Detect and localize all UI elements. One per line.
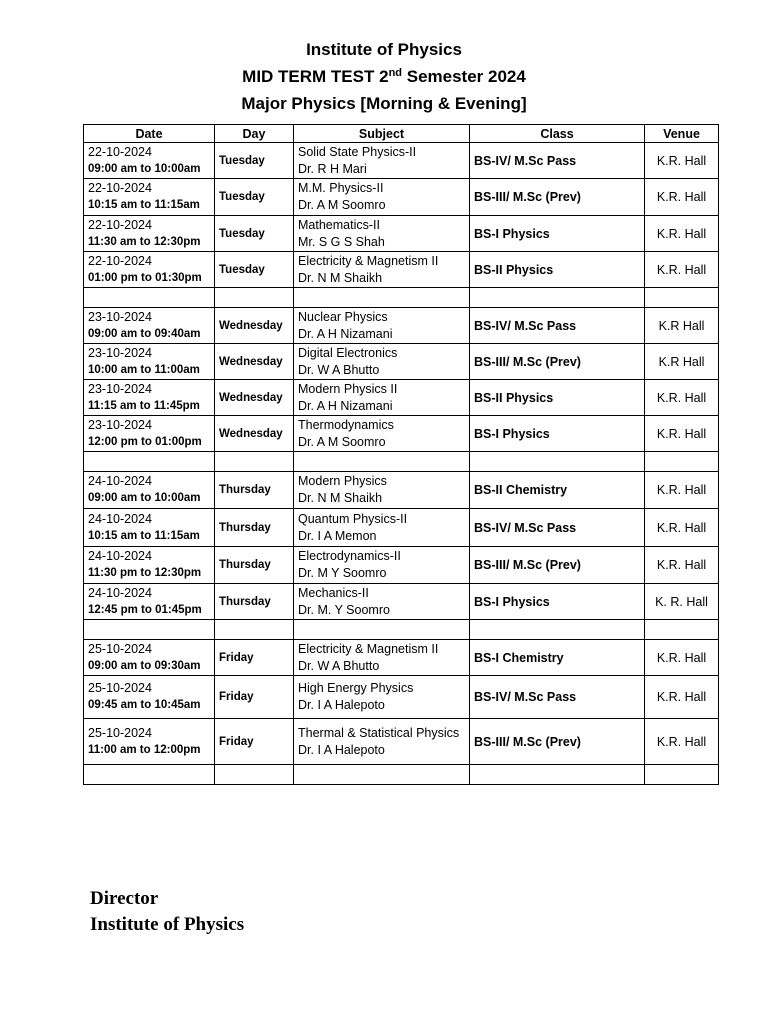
class-cell: BS-III/ M.Sc (Prev) bbox=[470, 719, 645, 765]
teacher-name: Dr. N M Shaikh bbox=[298, 491, 383, 505]
column-header-date: Date bbox=[84, 125, 215, 143]
day-cell: Thursday bbox=[215, 509, 294, 547]
day-cell: Wednesday bbox=[215, 416, 294, 452]
table-row bbox=[84, 584, 719, 620]
venue-cell: K.R. Hall bbox=[645, 216, 719, 252]
teacher-name: Mr. S G S Shah bbox=[298, 234, 385, 249]
class-cell: BS-III/ M.Sc (Prev) bbox=[470, 547, 645, 584]
subject-name: Mechanics-II bbox=[298, 585, 369, 600]
empty-cell bbox=[215, 288, 294, 308]
teacher-name: Dr. N M Shaikh bbox=[298, 270, 383, 285]
venue-cell: K.R. Hall bbox=[645, 509, 719, 547]
exam-time: 11:00 am to 12:00pm bbox=[88, 743, 201, 756]
teacher-name: Dr. W A Bhutto bbox=[298, 658, 380, 673]
subject-cell bbox=[294, 344, 470, 380]
signatory-organization: Institute of Physics bbox=[90, 914, 245, 935]
empty-cell bbox=[215, 452, 294, 472]
exam-time: 01:00 pm to 01:30pm bbox=[88, 271, 202, 284]
signature-block bbox=[90, 886, 244, 938]
day-cell: Wednesday bbox=[215, 344, 294, 380]
empty-cell bbox=[645, 452, 719, 472]
teacher-name: Dr. M Y Soomro bbox=[298, 566, 387, 580]
column-header-subject: Subject bbox=[294, 125, 470, 143]
table-row bbox=[84, 308, 719, 344]
exam-date: 24-10-2024 bbox=[88, 549, 152, 563]
day-cell: Friday bbox=[215, 640, 294, 676]
exam-date: 23-10-2024 bbox=[88, 309, 152, 324]
day-cell: Thursday bbox=[215, 584, 294, 620]
table-row bbox=[84, 252, 719, 288]
document-header bbox=[0, 36, 768, 117]
empty-cell bbox=[645, 620, 719, 640]
empty-cell bbox=[84, 452, 215, 472]
empty-cell bbox=[470, 288, 645, 308]
empty-cell bbox=[470, 620, 645, 640]
date-cell bbox=[84, 509, 215, 547]
date-cell bbox=[84, 143, 215, 179]
venue-cell: K.R. Hall bbox=[645, 640, 719, 676]
exam-date: 22-10-2024 bbox=[88, 181, 152, 195]
class-cell: BS-IV/ M.Sc Pass bbox=[470, 509, 645, 547]
table-row bbox=[84, 640, 719, 676]
subject-name: Quantum Physics-II bbox=[298, 511, 408, 526]
teacher-name: Dr. A M Soomro bbox=[298, 198, 386, 212]
column-header-venue: Venue bbox=[645, 125, 719, 143]
teacher-name: Dr. A H Nizamani bbox=[298, 326, 393, 341]
venue-cell: K.R Hall bbox=[645, 344, 719, 380]
date-cell bbox=[84, 308, 215, 344]
exam-time: 12:45 pm to 01:45pm bbox=[88, 603, 202, 616]
exam-date: 22-10-2024 bbox=[88, 144, 152, 159]
program-title: Major Physics [Morning & Evening] bbox=[241, 94, 527, 113]
day-cell: Friday bbox=[215, 719, 294, 765]
separator-row bbox=[84, 620, 719, 640]
column-header-day: Day bbox=[215, 125, 294, 143]
teacher-name: Dr. W A Bhutto bbox=[298, 362, 380, 377]
exam-date: 25-10-2024 bbox=[88, 725, 152, 740]
class-cell: BS-I Physics bbox=[470, 584, 645, 620]
subject-cell bbox=[294, 676, 470, 719]
empty-cell bbox=[84, 765, 215, 785]
subject-name: Solid State Physics-II bbox=[298, 144, 417, 159]
venue-cell: K.R. Hall bbox=[645, 380, 719, 416]
subject-cell bbox=[294, 472, 470, 509]
exam-time: 10:00 am to 11:00am bbox=[88, 363, 200, 376]
date-cell bbox=[84, 344, 215, 380]
date-cell bbox=[84, 179, 215, 216]
exam-time: 12:00 pm to 01:00pm bbox=[88, 435, 202, 448]
subject-name: Nuclear Physics bbox=[298, 309, 388, 324]
subject-cell bbox=[294, 640, 470, 676]
institute-title: Institute of Physics bbox=[306, 40, 462, 59]
teacher-name: Dr. I A Memon bbox=[298, 528, 377, 543]
exam-date: 22-10-2024 bbox=[88, 253, 152, 268]
table-row bbox=[84, 143, 719, 179]
subject-name: Mathematics-II bbox=[298, 217, 380, 232]
subject-cell bbox=[294, 584, 470, 620]
venue-cell: K.R. Hall bbox=[645, 676, 719, 719]
separator-row bbox=[84, 765, 719, 785]
empty-cell bbox=[470, 765, 645, 785]
table-row bbox=[84, 216, 719, 252]
class-cell: BS-II Physics bbox=[470, 252, 645, 288]
date-cell bbox=[84, 380, 215, 416]
venue-cell: K.R. Hall bbox=[645, 143, 719, 179]
exam-date: 25-10-2024 bbox=[88, 641, 152, 656]
date-cell bbox=[84, 719, 215, 765]
empty-cell bbox=[294, 620, 470, 640]
subject-cell bbox=[294, 216, 470, 252]
teacher-name: Dr. R H Mari bbox=[298, 161, 367, 176]
subject-cell bbox=[294, 416, 470, 452]
day-cell: Wednesday bbox=[215, 380, 294, 416]
exam-date: 23-10-2024 bbox=[88, 417, 152, 432]
venue-cell: K.R. Hall bbox=[645, 252, 719, 288]
teacher-name: Dr. A H Nizamani bbox=[298, 398, 393, 413]
subject-cell bbox=[294, 308, 470, 344]
day-cell: Friday bbox=[215, 676, 294, 719]
table-row bbox=[84, 509, 719, 547]
day-cell: Tuesday bbox=[215, 216, 294, 252]
date-cell bbox=[84, 416, 215, 452]
subject-cell bbox=[294, 179, 470, 216]
class-cell: BS-I Physics bbox=[470, 216, 645, 252]
subject-cell bbox=[294, 252, 470, 288]
day-cell: Tuesday bbox=[215, 179, 294, 216]
subject-name: Electricity & Magnetism II bbox=[298, 253, 439, 268]
empty-cell bbox=[215, 620, 294, 640]
subject-name: Electrodynamics-II bbox=[298, 549, 401, 563]
venue-cell: K.R Hall bbox=[645, 308, 719, 344]
venue-cell: K.R. Hall bbox=[645, 179, 719, 216]
exam-date: 23-10-2024 bbox=[88, 381, 152, 396]
subject-name: M.M. Physics-II bbox=[298, 181, 384, 195]
exam-time: 11:30 am to 12:30pm bbox=[88, 235, 201, 248]
exam-date: 24-10-2024 bbox=[88, 511, 152, 526]
date-cell bbox=[84, 676, 215, 719]
subject-cell bbox=[294, 143, 470, 179]
empty-cell bbox=[215, 765, 294, 785]
subject-name: High Energy Physics bbox=[298, 681, 414, 695]
schedule-body bbox=[84, 143, 719, 785]
subject-cell bbox=[294, 509, 470, 547]
exam-time: 10:15 am to 11:15am bbox=[88, 529, 200, 542]
empty-cell bbox=[645, 288, 719, 308]
venue-cell: K.R. Hall bbox=[645, 472, 719, 509]
date-cell bbox=[84, 640, 215, 676]
exam-date: 22-10-2024 bbox=[88, 217, 152, 232]
subject-name: Electricity & Magnetism II bbox=[298, 641, 439, 656]
day-cell: Tuesday bbox=[215, 252, 294, 288]
day-cell: Thursday bbox=[215, 472, 294, 509]
empty-cell bbox=[84, 288, 215, 308]
subject-name: Thermodynamics bbox=[298, 417, 394, 432]
table-row bbox=[84, 676, 719, 719]
subject-cell bbox=[294, 380, 470, 416]
exam-schedule-table bbox=[83, 124, 719, 785]
empty-cell bbox=[294, 765, 470, 785]
date-cell bbox=[84, 252, 215, 288]
date-cell bbox=[84, 216, 215, 252]
separator-row bbox=[84, 288, 719, 308]
subject-cell bbox=[294, 547, 470, 584]
table-row bbox=[84, 416, 719, 452]
table-row bbox=[84, 380, 719, 416]
exam-time: 09:45 am to 10:45am bbox=[88, 699, 201, 711]
class-cell: BS-I Physics bbox=[470, 416, 645, 452]
date-cell bbox=[84, 472, 215, 509]
exam-time: 09:00 am to 09:30am bbox=[88, 659, 201, 672]
table-row bbox=[84, 547, 719, 584]
class-cell: BS-III/ M.Sc (Prev) bbox=[470, 179, 645, 216]
exam-date: 24-10-2024 bbox=[88, 585, 152, 600]
class-cell: BS-IV/ M.Sc Pass bbox=[470, 676, 645, 719]
empty-cell bbox=[294, 452, 470, 472]
subject-name: Modern Physics bbox=[298, 474, 387, 488]
day-cell: Thursday bbox=[215, 547, 294, 584]
exam-date: 24-10-2024 bbox=[88, 474, 152, 488]
table-row bbox=[84, 719, 719, 765]
teacher-name: Dr. I A Halepoto bbox=[298, 698, 385, 712]
venue-cell: K.R. Hall bbox=[645, 547, 719, 584]
class-cell: BS-II Chemistry bbox=[470, 472, 645, 509]
date-cell bbox=[84, 584, 215, 620]
empty-cell bbox=[645, 765, 719, 785]
exam-time: 11:15 am to 11:45pm bbox=[88, 399, 200, 412]
class-cell: BS-II Physics bbox=[470, 380, 645, 416]
teacher-name: Dr. M. Y Soomro bbox=[298, 602, 390, 617]
class-cell: BS-IV/ M.Sc Pass bbox=[470, 308, 645, 344]
exam-time: 09:00 am to 10:00am bbox=[88, 492, 201, 504]
exam-date: 23-10-2024 bbox=[88, 345, 152, 360]
exam-time: 11:30 pm to 12:30pm bbox=[88, 567, 202, 579]
class-cell: BS-III/ M.Sc (Prev) bbox=[470, 344, 645, 380]
empty-cell bbox=[84, 620, 215, 640]
separator-row bbox=[84, 452, 719, 472]
table-row bbox=[84, 472, 719, 509]
class-cell: BS-IV/ M.Sc Pass bbox=[470, 143, 645, 179]
empty-cell bbox=[470, 452, 645, 472]
subject-name: Modern Physics II bbox=[298, 381, 398, 396]
exam-time: 09:00 am to 10:00am bbox=[88, 162, 201, 175]
column-header-class: Class bbox=[470, 125, 645, 143]
venue-cell: K.R. Hall bbox=[645, 416, 719, 452]
teacher-name: Dr. A M Soomro bbox=[298, 434, 386, 449]
exam-time: 09:00 am to 09:40am bbox=[88, 327, 201, 340]
class-cell: BS-I Chemistry bbox=[470, 640, 645, 676]
table-row bbox=[84, 179, 719, 216]
table-header-row bbox=[84, 125, 719, 143]
venue-cell: K.R. Hall bbox=[645, 719, 719, 765]
subject-name: Thermal & Statistical Physics bbox=[298, 725, 460, 740]
subject-name: Digital Electronics bbox=[298, 345, 398, 360]
signatory-title: Director bbox=[90, 888, 159, 909]
date-cell bbox=[84, 547, 215, 584]
subject-cell bbox=[294, 719, 470, 765]
table-row bbox=[84, 344, 719, 380]
venue-cell: K. R. Hall bbox=[645, 584, 719, 620]
exam-time: 10:15 am to 11:15am bbox=[88, 199, 200, 211]
day-cell: Tuesday bbox=[215, 143, 294, 179]
empty-cell bbox=[294, 288, 470, 308]
day-cell: Wednesday bbox=[215, 308, 294, 344]
exam-date: 25-10-2024 bbox=[88, 681, 152, 695]
teacher-name: Dr. I A Halepoto bbox=[298, 742, 385, 757]
test-title: MID TERM TEST 2nd Semester 2024 bbox=[242, 67, 526, 86]
